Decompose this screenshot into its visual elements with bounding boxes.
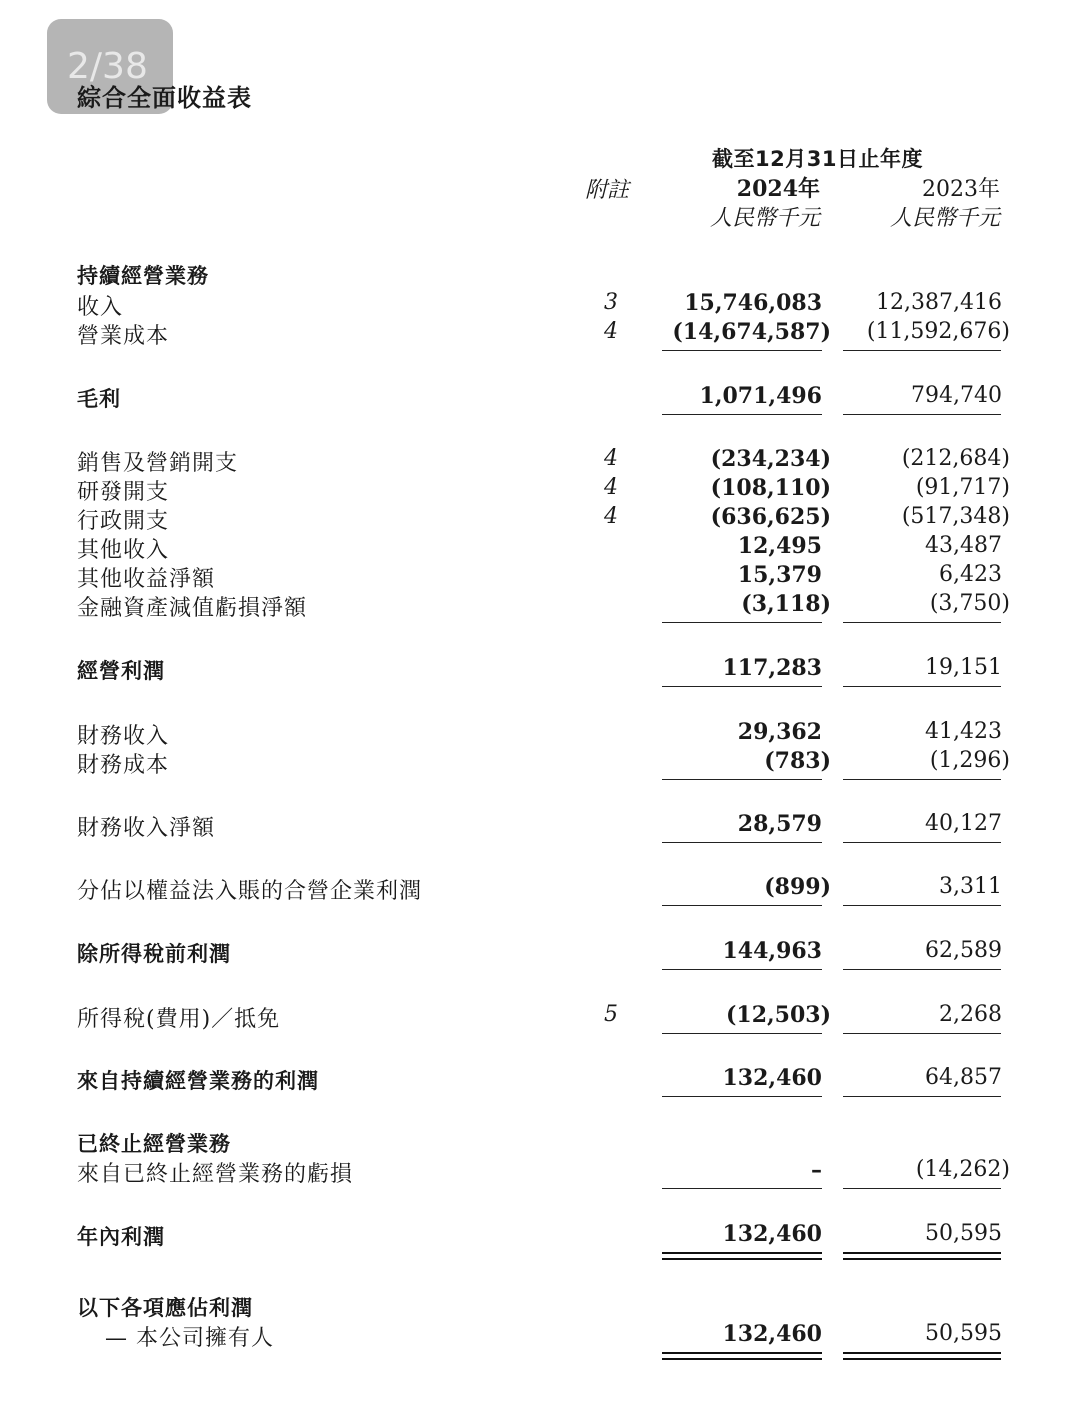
table-row-profit-continuing [0,1065,1079,1094]
row-label: 財務收入 [77,724,170,749]
value-2023: 50,595 [925,1221,1002,1246]
value-2023: 62,589 [925,938,1002,963]
row-label: 毛利 [77,387,121,411]
value-2023: (3,750) [929,591,1010,616]
row-label: 銷售及營銷開支 [77,451,239,476]
row-label: 來自持續經營業務的利潤 [77,1069,319,1093]
section-heading-continuing [0,260,1079,289]
value-2023: 40,127 [925,811,1002,836]
year-2024-header: 2024年 [736,176,820,202]
subtotal-rule [662,1096,822,1097]
subtotal-rule [843,686,1001,687]
total-double-rule [662,1252,822,1260]
subtotal-rule [662,969,822,970]
table-row [0,748,1079,777]
row-label: 所得稅(費用)／抵免 [77,1007,281,1032]
unit-2023-header: 人民幣千元 [889,206,1000,231]
value-2023: 50,595 [925,1321,1002,1346]
subtotal-rule [843,350,1001,351]
value-2023: (14,262) [915,1157,1010,1182]
value-2024: (14,674,587) [672,319,831,345]
subtotal-rule [843,1188,1001,1189]
row-label: 金融資產減值虧損淨額 [77,596,308,621]
row-label: 除所得稅前利潤 [77,942,231,966]
value-2024: 28,579 [737,811,822,837]
table-row [0,446,1079,475]
subtotal-rule [662,905,822,906]
value-2024: 1,071,496 [699,383,822,409]
value-2023: 2,268 [939,1002,1002,1027]
value-2024: (234,234) [710,446,831,472]
subtotal-rule [662,622,822,623]
row-note: 4 [604,475,618,500]
subtotal-rule [662,350,822,351]
table-row-gross-profit [0,383,1079,412]
row-label: 其他收入 [77,538,170,563]
subtotal-rule [662,842,822,843]
value-2023: (517,348) [901,504,1010,529]
table-row [0,475,1079,504]
value-2023: (1,296) [929,748,1010,773]
table-row-operating-profit [0,655,1079,684]
row-label: — 本公司擁有人 [105,1326,274,1351]
value-2023: 794,740 [911,383,1002,408]
table-row-jv-share [0,874,1079,903]
subtotal-rule [662,414,822,415]
value-2023: (11,592,676) [866,319,1010,344]
subtotal-rule [843,842,1001,843]
value-2024: 117,283 [722,655,822,681]
subtotal-rule [843,969,1001,970]
year-2023-header: 2023年 [922,177,1000,202]
table-row [0,1157,1079,1186]
total-double-rule [843,1352,1001,1360]
page-indicator: 2/38 [47,19,173,114]
row-label: 持續經營業務 [77,264,209,288]
value-2024: 15,379 [737,562,822,588]
value-2024: 29,362 [737,719,822,745]
row-note: 4 [604,319,618,344]
subtotal-rule [843,1033,1001,1034]
value-2024: – [811,1157,822,1183]
value-2023: 43,487 [925,533,1002,558]
row-note: 4 [604,504,618,529]
section-heading-attributable [0,1292,1079,1321]
row-label: 年內利潤 [77,1225,165,1249]
subtotal-rule [662,1033,822,1034]
value-2024: 132,460 [722,1065,822,1091]
row-label: 行政開支 [77,509,170,534]
table-row-income-tax [0,1002,1079,1031]
row-label: 經營利潤 [77,659,165,683]
table-row [0,591,1079,620]
table-row [0,719,1079,748]
row-note: 4 [604,446,618,471]
table-row [0,319,1079,348]
row-label: 已終止經營業務 [77,1132,231,1156]
subtotal-rule [843,414,1001,415]
table-row-profit-before-tax [0,938,1079,967]
value-2024: 132,460 [722,1221,822,1247]
value-2023: 19,151 [925,655,1002,680]
value-2024: (783) [764,748,831,774]
table-row [0,290,1079,319]
value-2024: 132,460 [722,1321,822,1347]
table-row [0,562,1079,591]
table-row [0,533,1079,562]
total-double-rule [662,1352,822,1360]
row-note: 3 [604,290,618,315]
subtotal-rule [662,1188,822,1189]
row-label: 收入 [77,295,124,320]
value-2023: 64,857 [925,1065,1002,1090]
value-2023: 12,387,416 [876,290,1002,315]
subtotal-rule [843,905,1001,906]
row-label: 以下各項應佔利潤 [77,1296,253,1320]
row-note: 5 [604,1002,618,1027]
table-row-profit-for-year [0,1221,1079,1250]
row-label: 財務收入淨額 [77,816,216,841]
value-2024: 15,746,083 [684,290,822,316]
value-2024: (636,625) [710,504,831,530]
subtotal-rule [843,779,1001,780]
subtotal-rule [662,686,822,687]
subtotal-rule [843,622,1001,623]
value-2024: (3,118) [741,591,831,617]
value-2024: (12,503) [725,1002,831,1028]
value-2024: (899) [764,874,831,900]
row-label: 分佔以權益法入賬的合營企業利潤 [77,879,423,904]
row-label: 其他收益淨額 [77,567,216,592]
value-2023: (212,684) [901,446,1010,471]
section-heading-discontinued [0,1128,1079,1157]
row-label: 財務成本 [77,753,170,778]
table-row [0,504,1079,533]
value-2023: 3,311 [939,874,1002,899]
table-row-net-finance-income [0,811,1079,840]
value-2024: 12,495 [737,533,822,559]
row-label: 研發開支 [77,480,170,505]
table-row-owners [0,1321,1079,1350]
note-column-header: 附註 [585,178,630,203]
value-2024: 144,963 [722,938,822,964]
value-2023: (91,717) [915,475,1010,500]
value-2023: 6,423 [939,562,1002,587]
subtotal-rule [662,779,822,780]
row-label: 營業成本 [77,324,170,349]
unit-2024-header: 人民幣千元 [709,206,820,231]
period-header: 截至12月31日止年度 [712,147,923,171]
row-label: 來自已終止經營業務的虧損 [77,1162,354,1187]
total-double-rule [843,1252,1001,1260]
subtotal-rule [843,1096,1001,1097]
value-2024: (108,110) [710,475,831,501]
statement-title: 綜合全面收益表 [77,84,252,112]
value-2023: 41,423 [925,719,1002,744]
